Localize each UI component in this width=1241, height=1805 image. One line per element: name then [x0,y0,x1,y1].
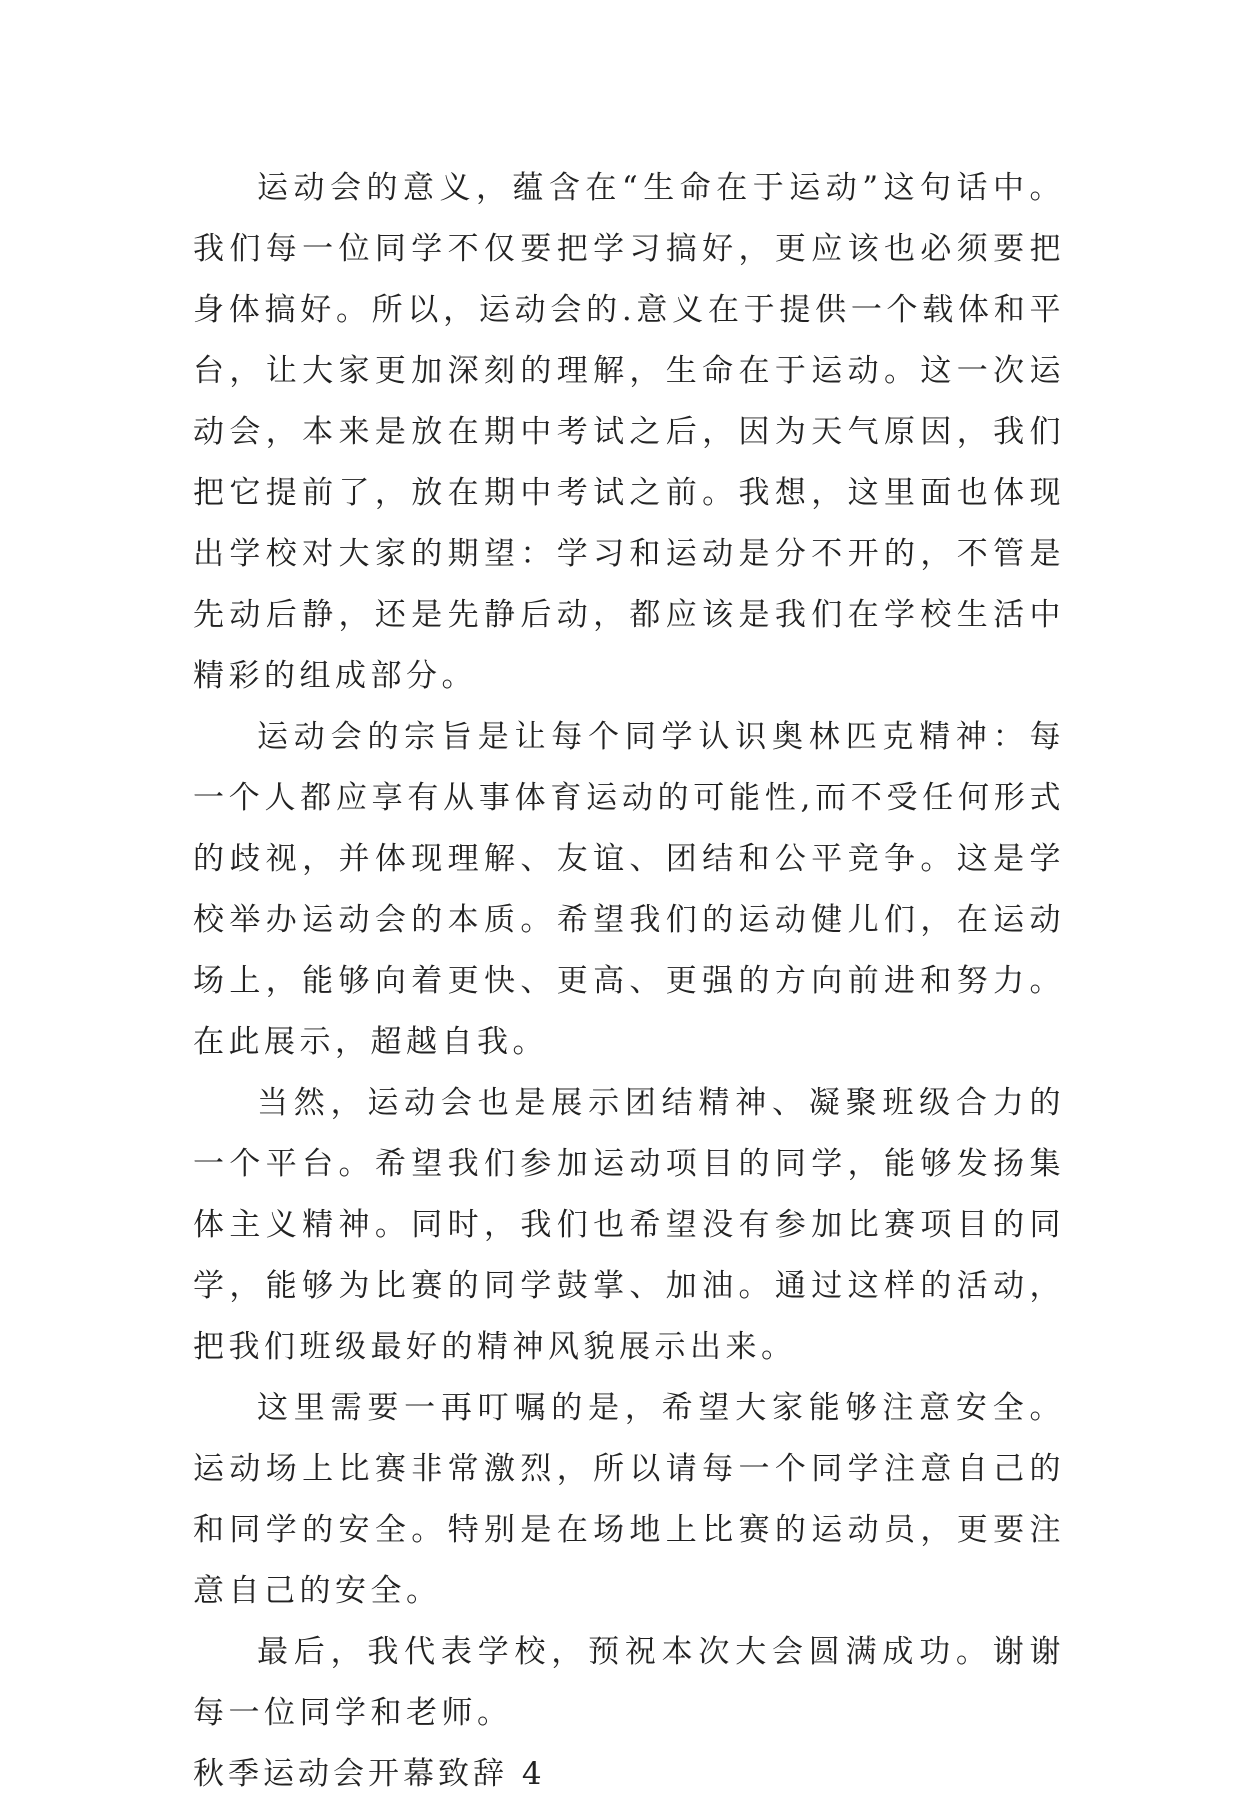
paragraph-safety: 这里需要一再叮嘱的是，希望大家能够注意安全。运动场上比赛非常激烈，所以请每一个同学注意自己的和同学的安全。特别是在场地上比赛的运动员，更要注意自己的安全。 [193,1390,1065,1609]
section-heading: 秋季运动会开幕致辞 4 [193,1756,546,1792]
paragraph-purpose: 运动会的宗旨是让每个同学认识奥林匹克精神：每一个人都应享有从事体育运动的可能性,而不受任何形式的歧视，并体现理解、友谊、团结和公平竞争。这是学校举办运动会的本质。希望我们的运动健儿们，在运动场上，能够向着更快、更高、更强的方向前进和努力。在此展示，超越自我。 [193,719,1065,1060]
document-body [193,158,1065,1805]
paragraph-unity: 当然，运动会也是展示团结精神、凝聚班级合力的一个平台。希望我们参加运动项目的同学，能够发扬集体主义精神。同时，我们也希望没有参加比赛项目的同学，能够为比赛的同学鼓掌、加油。通过这样的活动，把我们班级最好的精神风貌展示出来。 [193,1085,1065,1365]
paragraph-closing: 最后，我代表学校，预祝本次大会圆满成功。谢谢每一位同学和老师。 [193,1634,1065,1731]
paragraph-meaning: 运动会的意义，蕴含在“生命在于运动”这句话中。我们每一位同学不仅要把学习搞好，更应该也必须要把身体搞好。所以，运动会的.意义在于提供一个载体和平台，让大家更加深刻的理解，生命在于运动。这一次运动会，本来是放在期中考试之后，因为天气原因，我们把它提前了，放在期中考试之前。我想，这里面也体现出学校对大家的期望：学习和运动是分不开的，不管是先动后静，还是先静后动，都应该是我们在学校生活中精彩的组成部分。 [193,170,1065,694]
